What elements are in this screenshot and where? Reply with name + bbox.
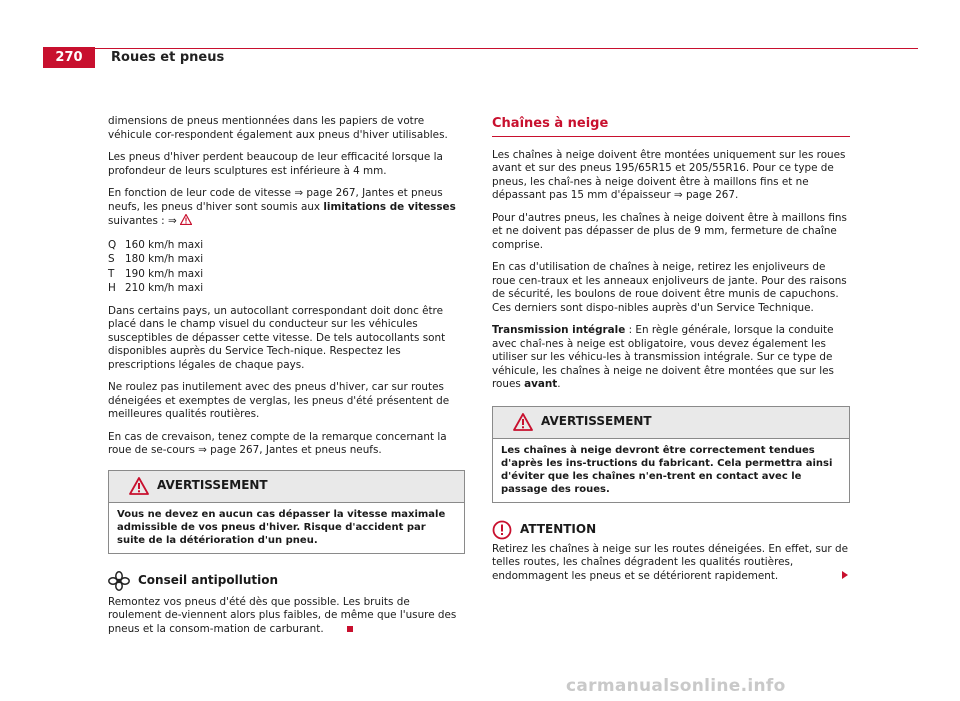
env-note-text	[108, 596, 465, 637]
speed-value: 210 km/h maxi	[125, 282, 204, 294]
warning-header	[493, 407, 849, 439]
paragraph: Dans certains pays, un autocollant correspondant doit donc être placé dans le champ visuel du conducteur sur les véhicules susceptibles de dépasser cette vitesse. De tels autocollants sont disponibles auprès du Service Tech-nique. Respectez les prescriptions légales de chaque pays.	[108, 304, 446, 371]
list-item	[108, 267, 465, 282]
continue-arrow-icon	[842, 571, 848, 579]
warning-box	[492, 406, 850, 503]
speed-code: S	[108, 253, 115, 265]
paragraph: Pour d'autres pneus, les chaînes à neige doivent être à maillons fins et ne doivent pas dépasser de plus de 9 mm, fermeture de chaîne comprise.	[492, 211, 847, 251]
paragraph: En cas d'utilisation de chaînes à neige, retirez les enjoliveurs de roue cen-traux et les anneaux enjoliveurs de jante. Pour des raisons de sécurité, les boulons de roue doivent être munis de capuchons. Ces derniers sont dispo-nibles auprès d'un Service Technique.	[492, 261, 847, 314]
watermark: carmanualsonline.info	[566, 676, 786, 696]
paragraph: Les chaînes à neige doivent être montées uniquement sur les roues avant et sur des pneus 195/65R15 et 205/55R16. Pour ce type de pneus, les chaî-nes à neige doivent être à maillons fins et ne dépassant pas 15 mm d'épaisseur ⇒ page 267.	[492, 148, 846, 201]
env-note-title: Conseil antipollution	[138, 572, 279, 587]
text: En fonction de leur code de vitesse ⇒ page 267, Jantes et pneus neufs, les pneus d'hiver sont soumis aux	[108, 187, 443, 213]
speed-value: 190 km/h maxi	[125, 267, 204, 280]
list-item	[108, 281, 465, 296]
warning-box	[108, 470, 465, 554]
left-column	[108, 115, 465, 645]
paragraph: En cas de crevaison, tenez compte de la remarque concernant la roue de se-cours ⇒ page 267, Jantes et pneus neufs.	[108, 430, 447, 456]
speed-value: 180 km/h maxi	[125, 253, 204, 265]
warning-title: AVERTISSEMENT	[541, 414, 652, 429]
warning-triangle-icon	[513, 413, 533, 431]
warning-triangle-icon	[129, 477, 149, 495]
text: Retirez les chaînes à neige sur les routes déneigées. En effet, sur de telles routes, les chaînes dégradent les qualités routières, endommagent les pneus et se détériorent rapidement.	[492, 542, 849, 582]
bold-text: avant	[524, 378, 558, 390]
attention-header	[492, 517, 850, 543]
attention-icon	[492, 520, 512, 540]
paragraph: Ne roulez pas inutilement avec des pneus d'hiver, car sur routes déneigées et exemptes de verglas, les pneus d'été présentent de meilleures qualités routières.	[108, 381, 450, 420]
warning-text: Les chaînes à neige devront être correctement tendues d'après les ins-tructions du fabricant. Cela permettra ainsi d'éviter que les chaînes n'en-trent en contact avec le passage des roues.	[501, 444, 833, 495]
text: .	[557, 378, 561, 390]
warning-text: Vous ne devez en aucun cas dépasser la vitesse maximale admissible de vos pneus d'hiver. Risque d'accident par suite de la détérioration d'un pneu.	[117, 508, 446, 546]
bold-text: limitations de vitesses	[323, 200, 456, 213]
env-note-header	[108, 568, 465, 594]
attention-title: ATTENTION	[520, 521, 597, 536]
warning-header	[109, 471, 464, 503]
speed-limit-list	[108, 238, 465, 296]
section-title: Roues et pneus	[111, 50, 225, 65]
paragraph-awd	[492, 324, 850, 392]
right-column	[492, 115, 850, 592]
list-item	[108, 238, 465, 253]
flower-icon	[108, 571, 130, 591]
text: Remontez vos pneus d'été dès que possible. Les bruits de roulement de-viennent alors plus faibles, de même que l'usure des pneus et la consom-mation de carburant.	[108, 595, 457, 635]
speed-code: Q	[108, 238, 117, 251]
text: suivantes : ⇒	[108, 215, 180, 227]
warning-title: AVERTISSEMENT	[157, 478, 268, 493]
list-item	[108, 252, 465, 267]
warning-triangle-icon	[180, 214, 192, 225]
paragraph-speed-limits	[108, 187, 465, 229]
speed-code: H	[108, 282, 116, 294]
bold-label: Transmission intégrale	[492, 324, 626, 336]
paragraph: Les pneus d'hiver perdent beaucoup de leur efficacité lorsque la profondeur de leurs sculptures est inférieure à 4 mm.	[108, 151, 443, 177]
end-marker-icon	[347, 626, 353, 632]
text: : En règle générale, lorsque la conduite avec chaî-nes à neige est obligatoire, vous devez également les utiliser sur les véhicu-les à transmission intégrale. Sur ce type de véhicule, les chaînes à neige ne doivent être montées que sur les roues	[492, 324, 834, 390]
speed-value: 160 km/h maxi	[125, 238, 204, 251]
attention-text	[492, 543, 850, 584]
speed-code: T	[108, 267, 115, 280]
paragraph: dimensions de pneus mentionnées dans les papiers de votre véhicule cor-respondent également aux pneus d'hiver utilisables.	[108, 115, 448, 141]
heading-snow-chains: Chaînes à neige	[492, 117, 850, 137]
header-rule	[43, 48, 918, 49]
page-number: 270	[43, 47, 95, 68]
